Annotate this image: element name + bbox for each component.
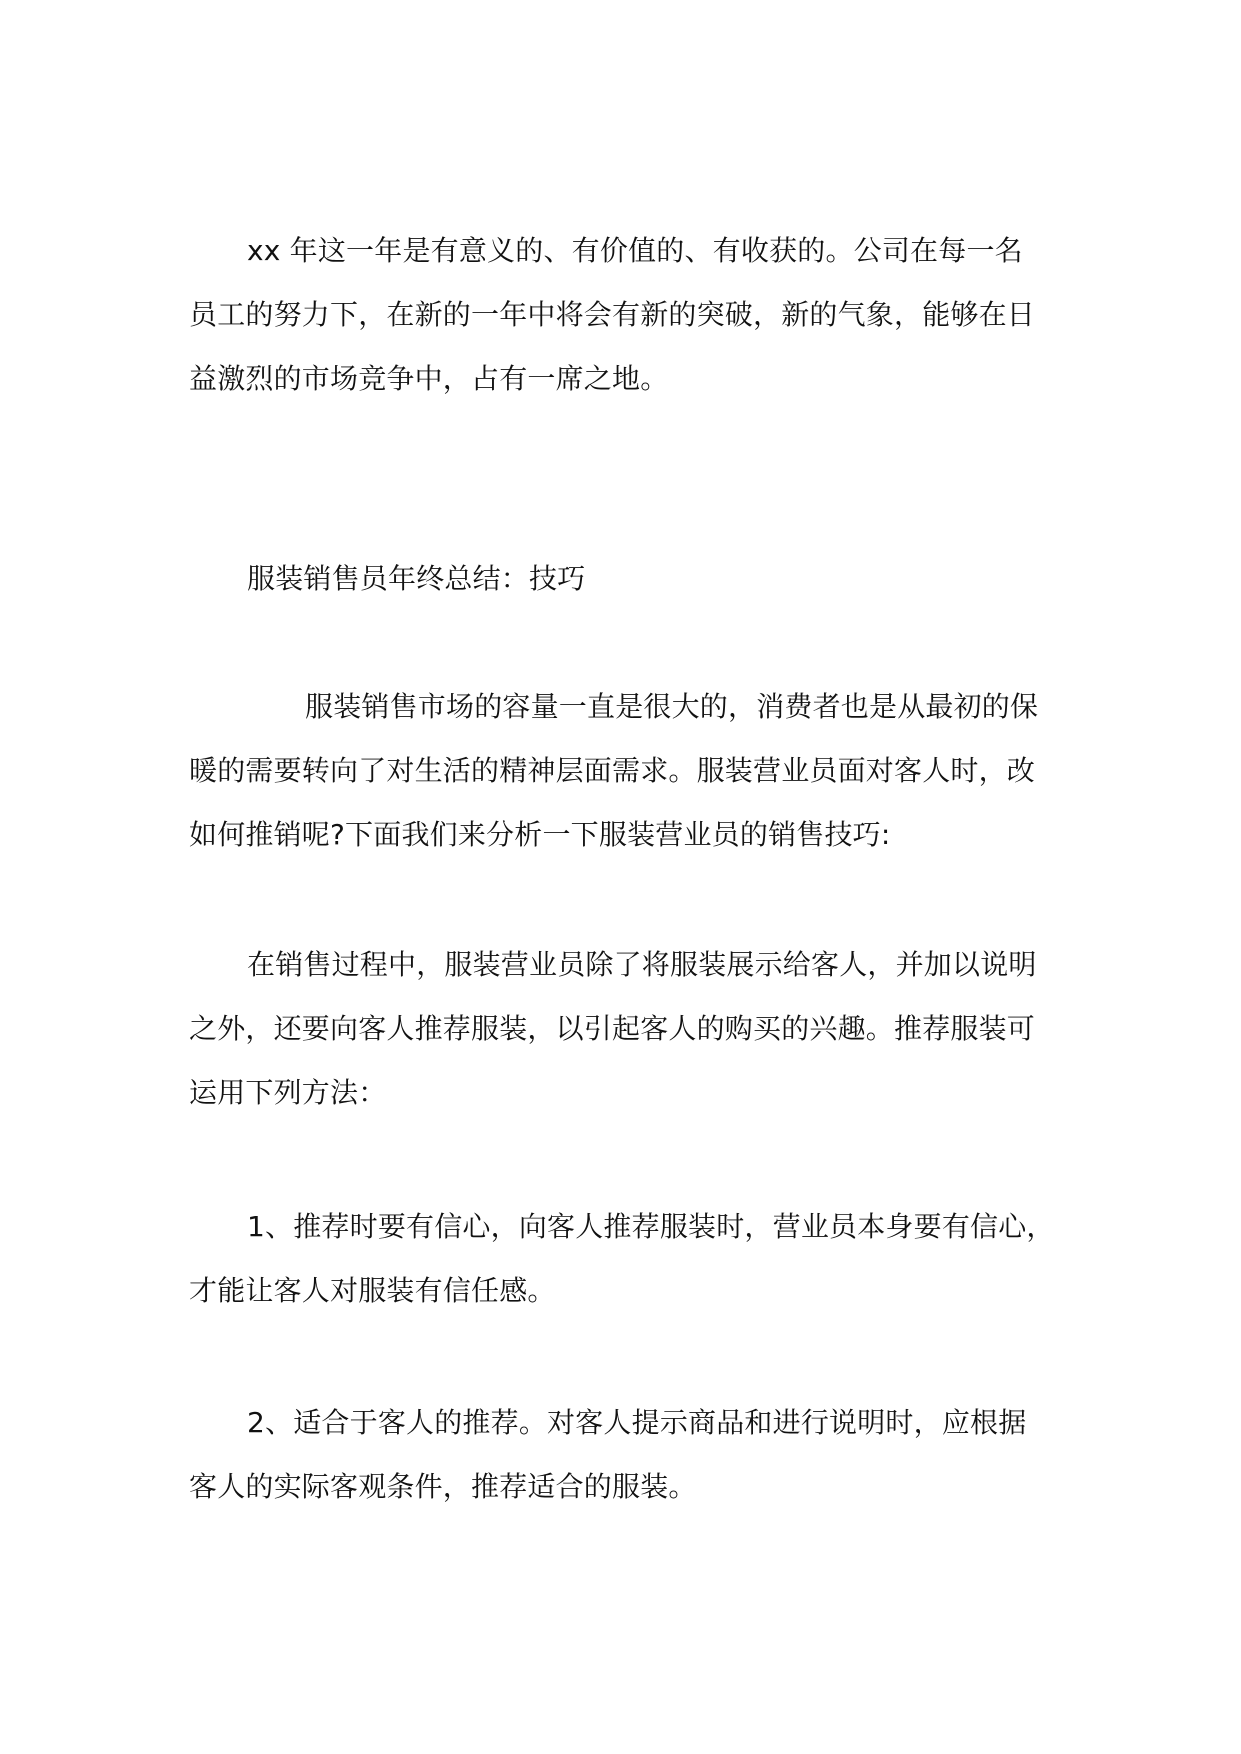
text-line: 益激烈的市场竞争中，占有一席之地。 — [189, 362, 669, 395]
text-line: 在销售过程中，服装营业员除了将服装展示给客人，并加以说明 — [247, 948, 1037, 981]
paragraph-market — [189, 675, 1059, 867]
text-line: 运用下列方法： — [189, 1076, 387, 1109]
paragraph-intro — [189, 219, 1059, 411]
text-line: 2、适合于客人的推荐。对客人提示商品和进行说明时，应根据 — [247, 1406, 1027, 1439]
section-heading — [189, 547, 1059, 611]
text-line: 暖的需要转向了对生活的精神层面需求。服装营业员面对客人时，改 — [189, 754, 1036, 787]
paragraph-sales-process — [189, 933, 1059, 1125]
paragraph-method-2 — [189, 1391, 1059, 1519]
paragraph-method-1 — [189, 1195, 1059, 1323]
text-line: 才能让客人对服装有信任感。 — [189, 1274, 556, 1307]
text-line: 之外，还要向客人推荐服装，以引起客人的购买的兴趣。推荐服装可 — [189, 1012, 1036, 1045]
text-line: 服装销售市场的容量一直是很大的，消费者也是从最初的保 — [305, 690, 1039, 723]
text-line: 1、推荐时要有信心，向客人推荐服装时，营业员本身要有信心， — [247, 1210, 1055, 1243]
text-line: 客人的实际客观条件，推荐适合的服装。 — [189, 1470, 697, 1503]
text-line: 员工的努力下，在新的一年中将会有新的突破，新的气象，能够在日 — [189, 298, 1036, 331]
heading-text: 服装销售员年终总结：技巧 — [247, 562, 586, 595]
text-line: xx 年这一年是有意义的、有价值的、有收获的。公司在每一名 — [247, 234, 1023, 267]
text-line: 如何推销呢?下面我们来分析一下服装营业员的销售技巧: — [189, 818, 891, 851]
